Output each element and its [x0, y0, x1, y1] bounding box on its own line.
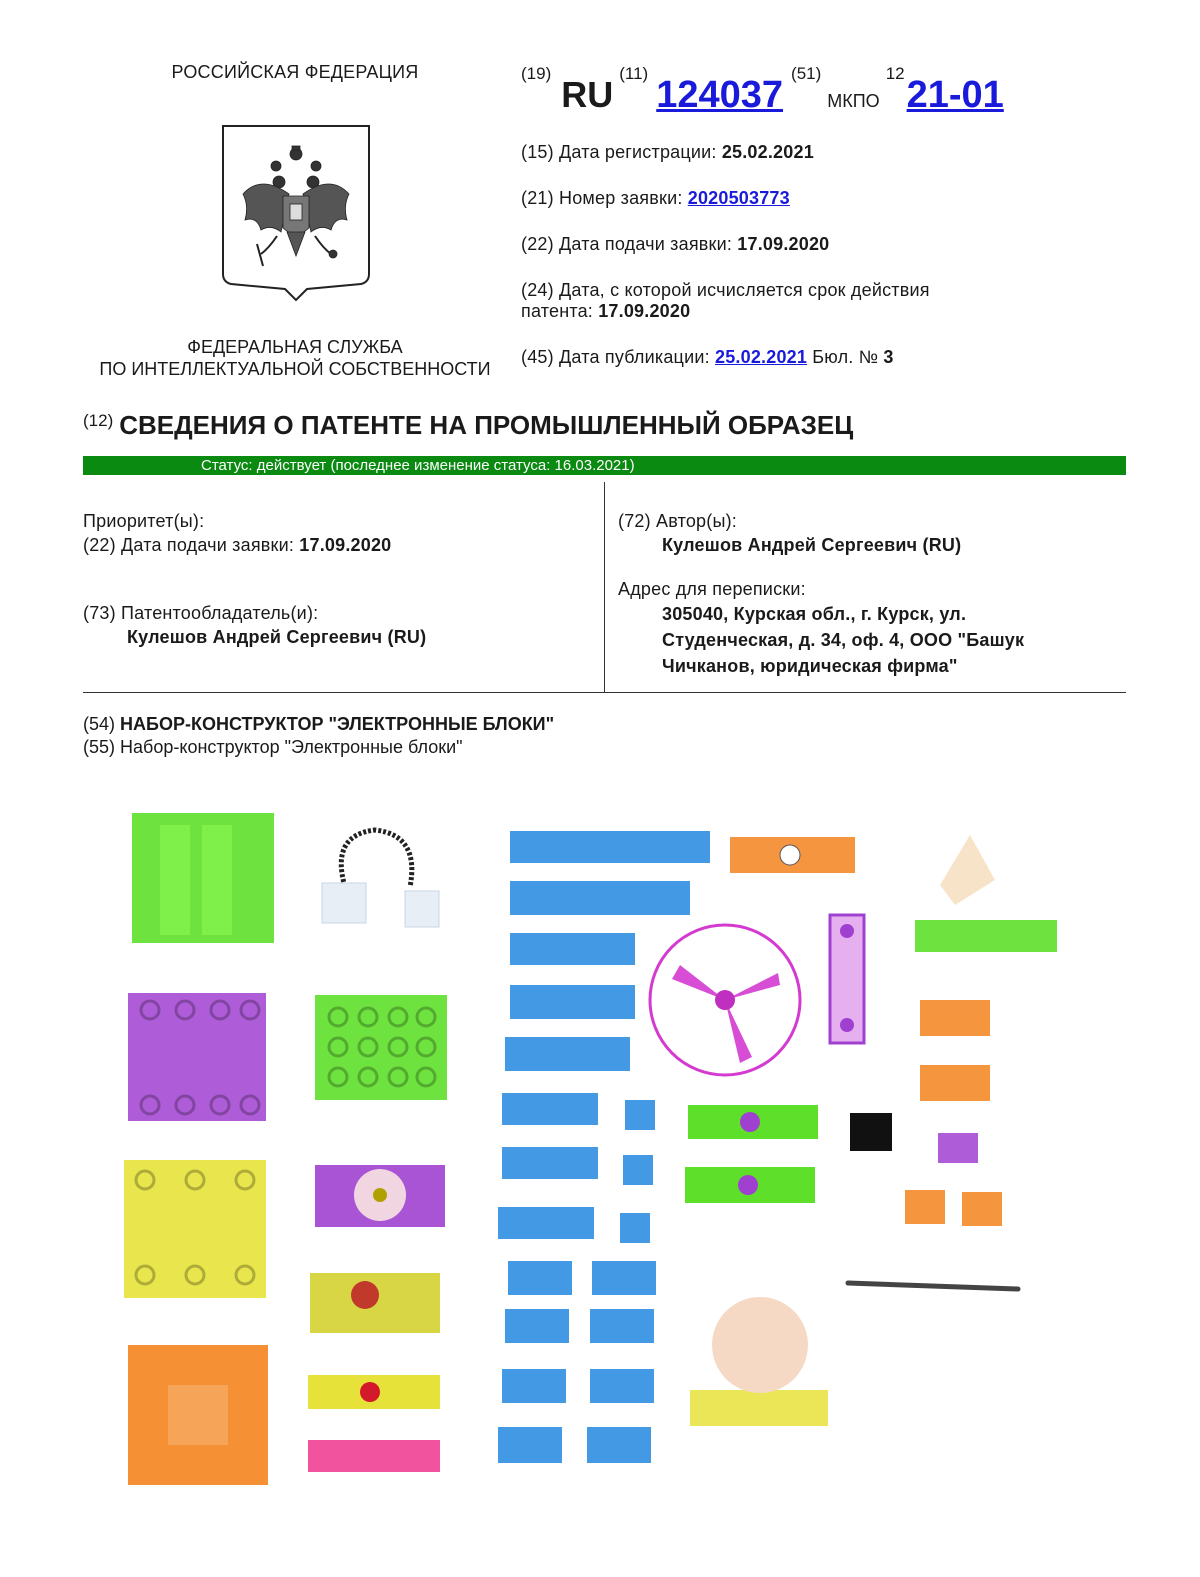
- address-line-2: Студенческая, д. 34, оф. 4, ООО "Башук: [662, 630, 1025, 650]
- application-number-label: (21) Номер заявки:: [521, 188, 683, 208]
- bulletin-label: Бюл. №: [812, 347, 879, 367]
- code-55: (55): [83, 737, 116, 757]
- filing-date-label: (22) Дата подачи заявки:: [521, 234, 733, 254]
- product-photo: [100, 795, 1100, 1535]
- code-54: (54): [83, 714, 116, 734]
- holder-label: (73) Патентообладатель(и):: [83, 603, 319, 623]
- priority-label: Приоритет(ы):: [83, 511, 205, 531]
- status-text: Статус: действует (последнее изменение статуса: 16.03.2021): [201, 457, 635, 474]
- right-column: [618, 509, 1118, 679]
- purple-plate-block: [128, 993, 266, 1121]
- wire-connector: [322, 830, 439, 927]
- term-start-label-1: (24) Дата, с которой исчисляется срок действия: [521, 280, 930, 300]
- design-name-upper: НАБОР-КОНСТРУКТОР "ЭЛЕКТРОННЫЕ БЛОКИ": [120, 714, 555, 734]
- orange-resistor-block: [730, 837, 855, 873]
- bulletin-number: 3: [883, 347, 894, 367]
- mkpo-class-link[interactable]: 21-01: [906, 74, 1004, 116]
- purple-small-block: [938, 1133, 978, 1163]
- author-name: Кулешов Андрей Сергеевич (RU): [662, 535, 962, 555]
- led-yellow-block: [308, 1375, 440, 1409]
- coat-of-arms-emblem: [221, 124, 371, 302]
- address-line-1: 305040, Курская обл., г. Курск, ул.: [662, 604, 967, 624]
- patent-number-line: [521, 62, 1012, 118]
- mkpo-label: МКПО: [827, 91, 880, 111]
- patent-number-link[interactable]: 124037: [656, 74, 784, 116]
- motor-block: [315, 1165, 445, 1227]
- speaker-block: [690, 1297, 828, 1426]
- holder-name: Кулешов Андрей Сергеевич (RU): [127, 627, 427, 647]
- agency-line-2: ПО ИНТЕЛЛЕКТУАЛЬНОЙ СОБСТВЕННОСТИ: [99, 359, 491, 379]
- agency-line-1: ФЕДЕРАЛЬНАЯ СЛУЖБА: [187, 337, 403, 357]
- switch-block: [310, 1273, 440, 1333]
- application-number-link[interactable]: 2020503773: [687, 188, 790, 208]
- document-title: [83, 410, 853, 441]
- registration-date-value: 25.02.2021: [721, 142, 814, 162]
- orange-plate-block: [128, 1345, 268, 1485]
- publication-date-field: [521, 347, 1041, 368]
- propeller: [650, 925, 800, 1075]
- code-51: (51): [791, 64, 822, 83]
- country-code: RU: [561, 74, 614, 115]
- pink-block: [308, 1440, 440, 1472]
- status-bar: [83, 456, 1126, 475]
- term-start-label-2: патента:: [521, 301, 594, 321]
- publication-date-link[interactable]: 25.02.2021: [714, 347, 808, 367]
- address-label: Адрес для переписки:: [618, 579, 806, 599]
- title-code: (12): [83, 411, 114, 430]
- author-label: (72) Автор(ы):: [618, 511, 737, 531]
- green-led-blocks: [685, 1105, 818, 1203]
- title-text: СВЕДЕНИЯ О ПАТЕНТЕ НА ПРОМЫШЛЕННЫЙ ОБРАЗЕЦ: [119, 410, 854, 440]
- design-name: [83, 713, 554, 759]
- address-line-3: Чичканов, юридическая фирма": [662, 656, 958, 676]
- battery-box-block: [132, 813, 274, 943]
- left-column: [83, 509, 593, 649]
- priority-filing-label: (22) Дата подачи заявки:: [83, 535, 295, 555]
- code-11: (11): [619, 64, 649, 83]
- black-sensor-block: [850, 1113, 892, 1151]
- fan-block: [915, 835, 1057, 952]
- publication-date-label: (45) Дата публикации:: [521, 347, 710, 367]
- registration-date-field: [521, 142, 1041, 163]
- orange-small-blocks: [905, 1000, 1002, 1226]
- application-number-field: [521, 188, 1041, 209]
- filing-date-value: 17.09.2020: [737, 234, 830, 254]
- column-divider: [604, 482, 605, 692]
- term-start-date: 17.09.2020: [598, 301, 691, 321]
- screwdriver: [848, 1283, 1018, 1289]
- term-start-field: [521, 280, 1041, 322]
- design-name-regular: Набор-конструктор "Электронные блоки": [120, 737, 463, 757]
- registration-date-label: (15) Дата регистрации:: [521, 142, 717, 162]
- purple-slider-block: [830, 915, 864, 1043]
- yellow-plate-block: [124, 1160, 266, 1298]
- agency-name: [80, 336, 510, 380]
- blue-wire-bricks: [498, 831, 710, 1463]
- green-plate-block: [315, 995, 447, 1100]
- country-name: РОССИЙСКАЯ ФЕДЕРАЦИЯ: [171, 62, 419, 82]
- code-19: (19): [521, 64, 552, 83]
- mkpo-edition: 12: [885, 64, 905, 83]
- priority-filing-date: 17.09.2020: [299, 535, 392, 555]
- section-divider: [83, 692, 1126, 693]
- filing-date-field: [521, 234, 1041, 255]
